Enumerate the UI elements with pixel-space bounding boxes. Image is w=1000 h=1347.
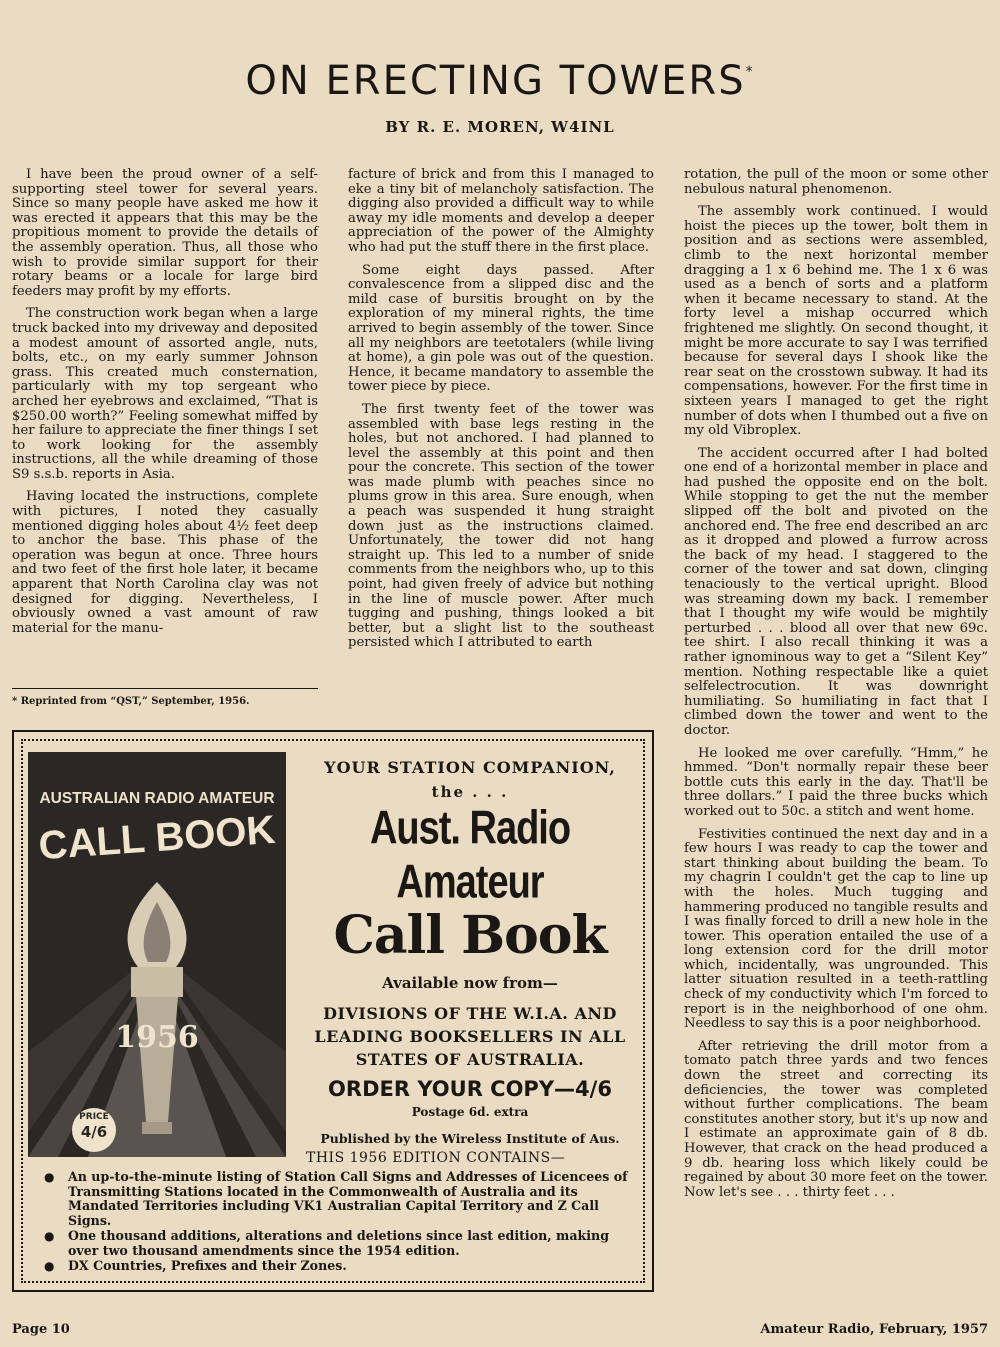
price-value: 4/6 <box>80 1123 108 1141</box>
byline: BY R. E. MOREN, W4INL <box>385 118 615 136</box>
paragraph: Having located the instructions, complete with pictures, I noted they casually mentioned digging holes about 4½ feet deep to anchor the base. This phase of the operation was begun at once. Three hours and two feet of the first hole later, it became apparent that North Carolina clay was not designed for digging. Nevertheless, I obviously owned a vast amount of raw material for the manu- <box>12 489 318 636</box>
ad-sellers: DIVISIONS OF THE W.I.A. AND LEADING BOOKSELLERS IN ALL STATES OF AUSTRALIA. <box>314 1004 626 1069</box>
paragraph: The accident occurred after I had bolted one end of a horizontal member in place and had pushed the opposite end on the bolt. While stopping to get the nut the member slipped off the bolt and pivoted on the anchored end. The free end described an arc as it dropped and plowed a furrow across the back of my head. I staggered to the corner of the tower and sat down, clinging tenaciously to the vertical upright. Blood was streaming down my back. I remember that I thought my wife would be mightily perturbed . . . blood all over that new 69c. tee shirt. I also recall thinking it was a rather ignominous way to get a “Silent Key” mention. Nothing respectable like a quiet selfelectrocution. It was downright humiliating. So humiliating in fact that I climbed down the tower and went to the doctor. <box>684 445 988 738</box>
paragraph: After retrieving the drill motor from a tomato patch three yards and two fences down the street and correcting its deficiencies, the tower was completed without further complications. The beam constitutes another story, but it's up now and I estimate an approximate gain of 8 db. However, that crack on the head produced a 9 db. hearing loss which likely could be regained by about 30 more feet on the tower. Now let's see . . . thirty feet . . . <box>684 1038 988 1200</box>
column-2 <box>348 168 654 659</box>
paragraph: The first twenty feet of the tower was assembled with base legs resting in the holes, but not anchored. I had planned to level the assembly at this point and then pour the concrete. This section of the tower was made plumb with peaches since no plums grow in this area. Sure enough, when a peach was suspended it hung straight down just as the instructions claimed. Unfortunately, the tower did not hang straight up. This led to a number of snide comments from the neighbors who, up to this point, had given freely of advice but nothing in the line of muscle power. After much tugging and pushing, things looked a bit better, but a slight list to the southeast persisted which I attributed to earth <box>348 401 654 651</box>
column-3 <box>684 168 988 1208</box>
cover-title: CALL BOOK <box>37 807 277 869</box>
paragraph: facture of brick and from this I managed to eke a tiny bit of melancholy satisfaction. The digging also provided a difficult way to while away my idle moments and develop a deeper appreciation of the power of the Almighty who had put the stuff there in the first place. <box>348 167 654 255</box>
title-footnote-mark: * <box>745 64 755 80</box>
page-number: Page 10 <box>12 1322 70 1337</box>
ad-availability: Available now from— <box>382 974 558 992</box>
cover-band-text: AUSTRALIAN RADIO AMATEUR <box>39 790 275 807</box>
article-title <box>0 58 1000 104</box>
ad-the: the . . . <box>431 783 509 801</box>
paragraph: Festivities continued the next day and in a few hours I was ready to cap the tower and start thinking about building the beam. To my chagrin I couldn't get the cap to line up with the holes. Much tugging and hammering produced no tangible results and I was finally forced to drill a new hole in the tower. This operation entailed the use of a long extension cord for the drill motor which, incidentally, was ungrounded. This latter situation resulted in a teeth-rattling check of my conductivity which I'm forced to report is in the neighborhood of one ohm. Needless to say this is a poor neighborhood. <box>684 826 988 1032</box>
ad-headline: YOUR STATION COMPANION, <box>324 758 616 777</box>
ad-product-title: Call Book <box>333 905 607 966</box>
list-item: ● An up-to-the-minute listing of Station Call Signs and Addresses of Licencees of Transmitting Stations located in the Commonwealth of Australia and its Mandated Territories including VK1 Australian Capital Territory and Z Call Signs. <box>48 1170 636 1228</box>
paragraph: I have been the proud owner of a self-supporting steel tower for several years. Since so many people have asked me how it was erected it appears that this may be the propitious moment to provide the details of the assembly operation. Thus, all those who wish to provide similar support for their rotary beams or a locale for large bird feeders may profit by my efforts. <box>12 167 318 299</box>
paragraph: The construction work began when a large truck backed into my driveway and deposited a modest amount of assorted angle, nuts, bolts, etc., on my early summer Johnson grass. This created much consternation, particularly with my top sergeant who arched her eyebrows and exclaimed, “That is $250.00 worth?” Feeling somewhat miffed by her failure to appreciate the finer things I set to work looking for the assembly instructions, all the while dreaming of those S9 s.s.b. reports in Asia. <box>12 306 318 482</box>
footnote: * Reprinted from “QST,” September, 1956. <box>12 696 250 707</box>
price-label: PRICE <box>79 1112 109 1122</box>
cover-year: 1956 <box>115 1020 199 1055</box>
ad-product-name: Aust. Radio Amateur <box>369 802 571 909</box>
ad-bullet-list <box>48 1170 636 1275</box>
callbook-cover-image <box>28 752 286 1157</box>
paragraph: rotation, the pull of the moon or some other nebulous natural phenomenon. <box>684 167 988 197</box>
ad-contains-heading: THIS 1956 EDITION CONTAINS— <box>306 1150 566 1166</box>
footnote-rule <box>12 688 318 689</box>
paragraph: He looked me over carefully. “Hmm,” he hmmed. “Don't normally repair these beer bottle cuts this early in the day. That'll be three dollars.” I paid the three bucks which worked out to 50c. a stitch and went home. <box>684 745 988 819</box>
ad-postage: Postage 6d. extra <box>411 1105 529 1119</box>
ad-order-line: ORDER YOUR COPY—4/6 <box>328 1077 612 1101</box>
ad-publisher: Published by the Wireless Institute of Aus. <box>320 1131 620 1146</box>
publication-issue: Amateur Radio, February, 1957 <box>760 1322 988 1337</box>
cover-price-badge <box>72 1108 116 1152</box>
column-1 <box>12 168 318 644</box>
ad-copy <box>300 758 640 1146</box>
list-item: ● DX Countries, Prefixes and their Zones. <box>48 1259 636 1274</box>
list-item: ● One thousand additions, alterations and deletions since last edition, making over two thousand amendments since the 1954 edition. <box>48 1229 636 1258</box>
paragraph: Some eight days passed. After convalescence from a slipped disc and the mild case of bursitis brought on by the exploration of my mineral rights, the time arrived to begin assembly of the tower. Since all my neighbors are teetotalers (while living at home), a gin pole was out of the question. Hence, it became mandatory to assemble the tower piece by piece. <box>348 262 654 395</box>
paragraph: The assembly work continued. I would hoist the pieces up the tower, bolt them in position and as sections were assembled, climb to the next horizontal member dragging a 1 x 6 behind me. The 1 x 6 was used as a bench of sorts and a platform when it became necessary to stand. At the forty level a mishap occurred which frightened me slightly. On second thought, it might be more accurate to say I was terrified because for several days I shook like the rear seat on the crosstown subway. It had its compensations, however. For the first time in sixteen years I managed to get the right number of dots when I thumbed out a five on my old Vibroplex. <box>684 204 988 439</box>
title-text: ON ERECTING TOWERS <box>245 58 746 104</box>
